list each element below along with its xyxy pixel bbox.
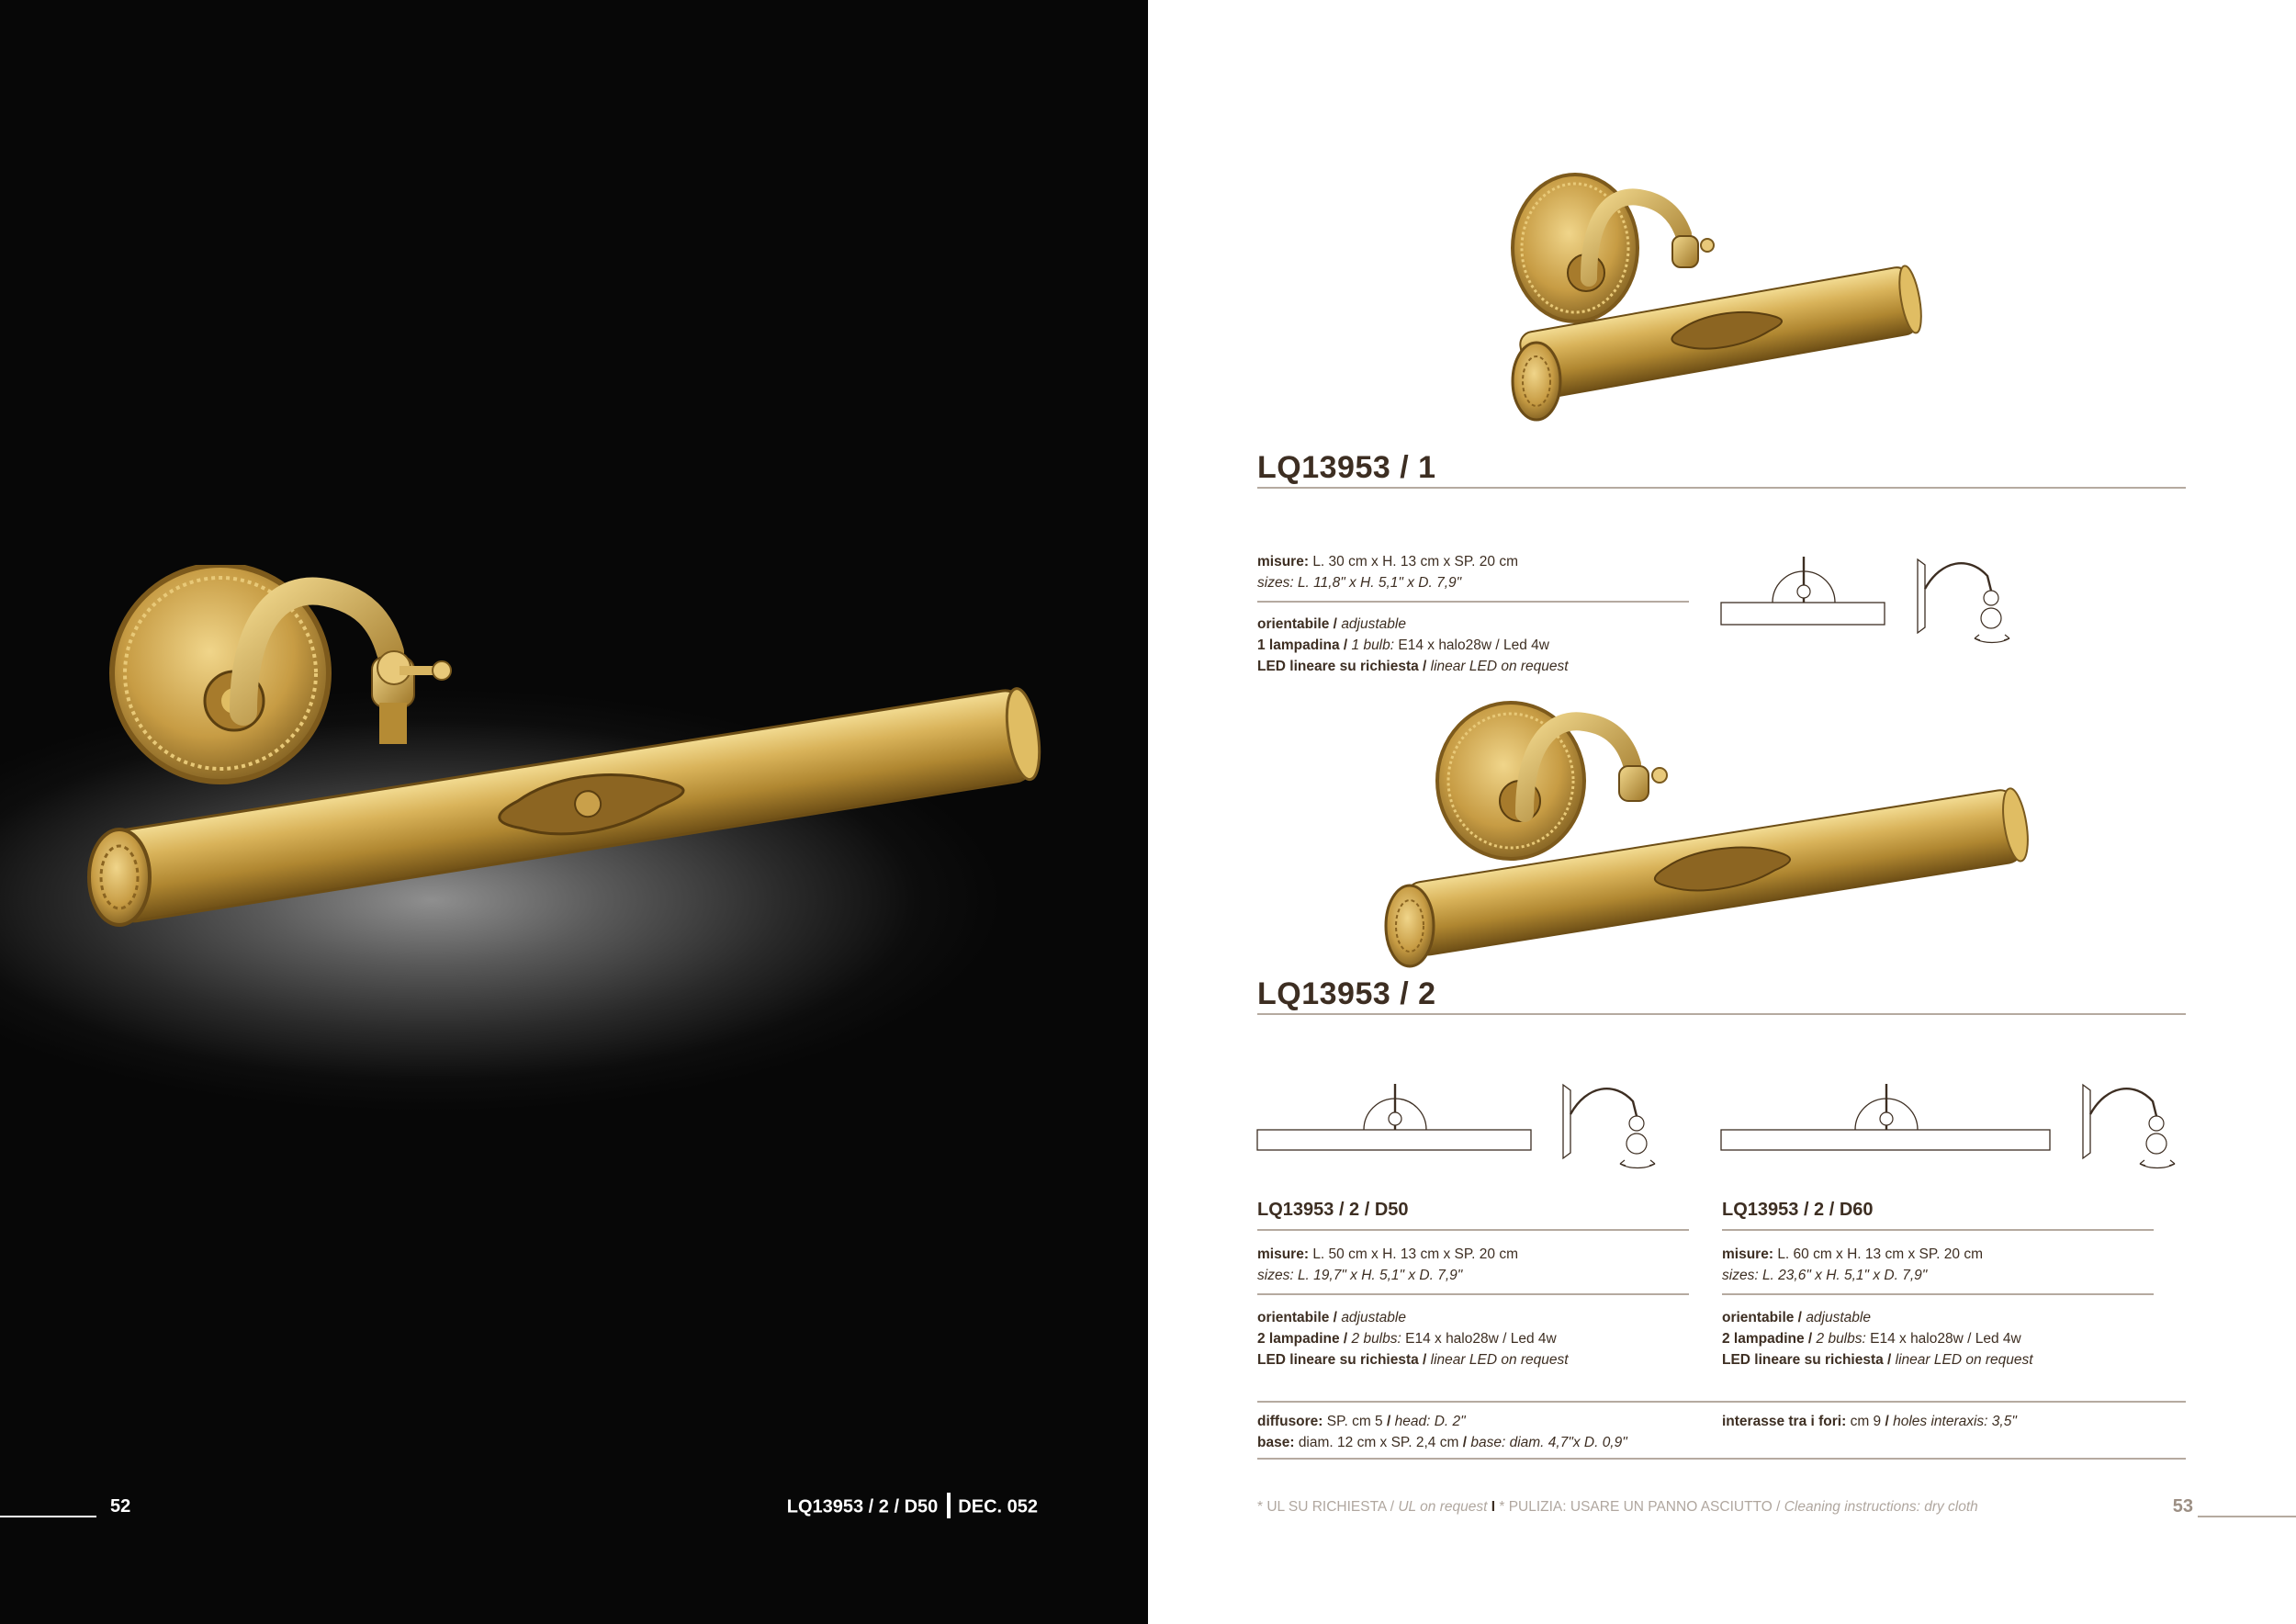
page-number-right: 53: [2172, 1496, 2193, 1517]
drawing-side-product-1: [1914, 554, 2015, 646]
lamp-photo-product-1: [1502, 161, 1933, 436]
footer-notes: * UL SU RICHIESTA / UL on request I * PULIZIA: USARE UN PANNO ASCIUTTO / Cleaning instructions: dry cloth: [1257, 1499, 1978, 1515]
d60-sizes: misure: L. 60 cm x H. 13 cm x SP. 20 cm sizes: L. 23,6" x H. 5,1" x D. 7,9": [1722, 1246, 1983, 1283]
product-1-sizes-rule: [1257, 601, 1689, 603]
d50-title-rule: [1257, 1229, 1689, 1231]
footer-rule-right: [2198, 1516, 2296, 1517]
separator-bar: [947, 1493, 951, 1518]
product-1-sizes: misure: L. 30 cm x H. 13 cm x SP. 20 cm sizes: L. 11,8" x H. 5,1" x D. 7,9": [1257, 554, 1518, 591]
right-page: [1148, 0, 2296, 1624]
d50-sizes: misure: L. 50 cm x H. 13 cm x SP. 20 cm sizes: L. 19,7" x H. 5,1" x D. 7,9": [1257, 1246, 1518, 1283]
page-number-left: 52: [110, 1496, 131, 1517]
details-top-rule: [1257, 1401, 2186, 1403]
drawing-front-d60: [1719, 1077, 2054, 1155]
product-1-title-rule: [1257, 487, 2186, 489]
left-product-code: LQ13953 / 2 / D50: [786, 1496, 939, 1517]
lamp-photo-product-2: [1382, 698, 2034, 974]
drawing-side-d60: [2079, 1079, 2180, 1171]
drawing-side-d50: [1559, 1079, 1660, 1171]
lamp-photo-large: [87, 565, 1061, 951]
product-2-title: LQ13953 / 2: [1257, 976, 1436, 1011]
d60-title: LQ13953 / 2 / D60: [1722, 1200, 1874, 1220]
d50-sizes-rule: [1257, 1293, 1689, 1295]
d50-specs: orientabile / adjustable 2 lampadine / 2 bulbs: E14 x halo28w / Led 4w LED lineare su richiesta / linear LED on request: [1257, 1310, 1569, 1368]
interaxis-spec: interasse tra i fori: cm 9 / holes interaxis: 3,5": [1722, 1414, 2017, 1429]
drawing-front-d50: [1255, 1077, 1536, 1155]
product-2-title-rule: [1257, 1013, 2186, 1015]
d50-title: LQ13953 / 2 / D50: [1257, 1200, 1409, 1220]
diffuser-base-specs: diffusore: SP. cm 5 / head: D. 2" base: diam. 12 cm x SP. 2,4 cm / base: diam. 4,7"x D. 0,9": [1257, 1414, 1627, 1450]
details-bottom-rule: [1257, 1458, 2186, 1460]
footer-code-left: [787, 1494, 1038, 1520]
drawing-front-product-1: [1719, 551, 1889, 629]
d60-specs: orientabile / adjustable 2 lampadine / 2 bulbs: E14 x halo28w / Led 4w LED lineare su richiesta / linear LED on request: [1722, 1310, 2033, 1368]
product-1-specs: orientabile / adjustable 1 lampadina / 1 bulb: E14 x halo28w / Led 4w LED lineare su richiesta / linear LED on request: [1257, 616, 1569, 674]
d60-sizes-rule: [1722, 1293, 2154, 1295]
footer-rule-left: [0, 1516, 96, 1517]
product-1-title: LQ13953 / 1: [1257, 450, 1436, 485]
dec-code: DEC. 052: [958, 1496, 1038, 1517]
d60-title-rule: [1722, 1229, 2154, 1231]
